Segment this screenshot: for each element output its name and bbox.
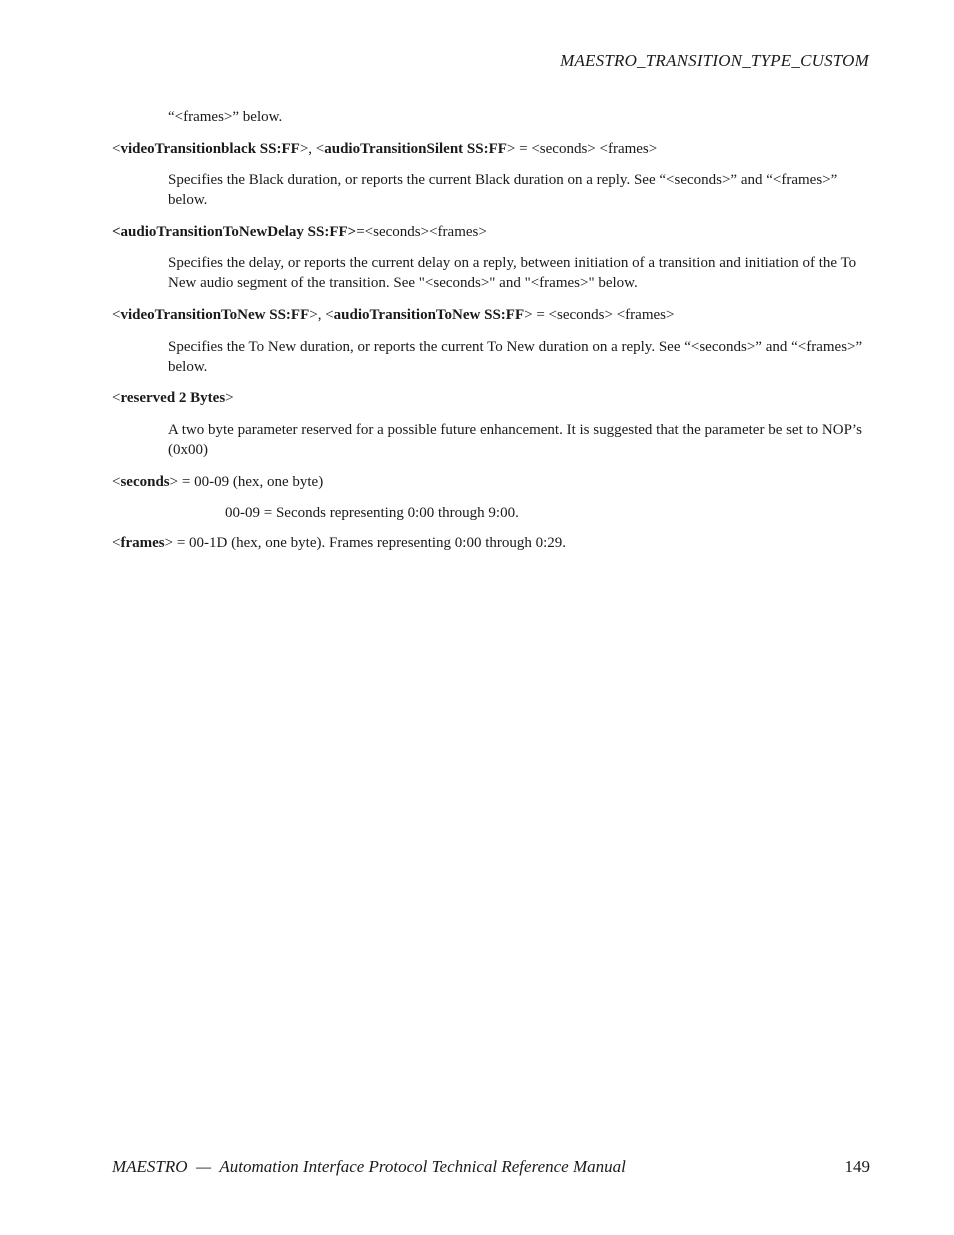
video-black-term: <videoTransitionblack SS:FF>, <audioTransitionSilent SS:FF> = <seconds> <frames> bbox=[112, 141, 658, 157]
audio-delay-term: <audioTransitionToNewDelay SS:FF>=<seconds><frames> bbox=[112, 224, 487, 240]
seconds-term: <seconds> = 00-09 (hex, one byte) bbox=[112, 474, 324, 490]
video-black-description: Specifies the Black duration, or reports the current Black duration on a reply. See “<seconds>” and “<frames>” below. bbox=[168, 172, 838, 208]
reserved-description: A two byte parameter reserved for a possible future enhancement. It is suggested that the parameter be set to NOP’s (0x00) bbox=[168, 422, 862, 458]
footer-title: MAESTRO — Automation Interface Protocol Technical Reference Manual bbox=[112, 1157, 626, 1176]
reserved-term: <reserved 2 Bytes> bbox=[112, 390, 234, 406]
page-footer bbox=[112, 1157, 870, 1177]
seconds-detail: 00-09 = Seconds representing 0:00 through 9:00. bbox=[225, 505, 519, 521]
to-new-term: <videoTransitionToNew SS:FF>, <audioTransitionToNew SS:FF> = <seconds> <frames> bbox=[112, 307, 675, 323]
page-number: 149 bbox=[844, 1157, 870, 1176]
to-new-description: Specifies the To New duration, or reports the current To New duration on a reply. See “<seconds>” and “<frames>” below. bbox=[168, 339, 863, 375]
running-header: MAESTRO_TRANSITION_TYPE_CUSTOM bbox=[560, 51, 869, 70]
audio-delay-description: Specifies the delay, or reports the current delay on a reply, between initiation of a transition and initiation of the To New audio segment of the transition. See "<seconds>" and "<frames>" below. bbox=[168, 255, 857, 291]
frames-term: <frames> = 00-1D (hex, one byte). Frames representing 0:00 through 0:29. bbox=[112, 535, 567, 551]
frames-continuation: “<frames>” below. bbox=[168, 109, 283, 125]
